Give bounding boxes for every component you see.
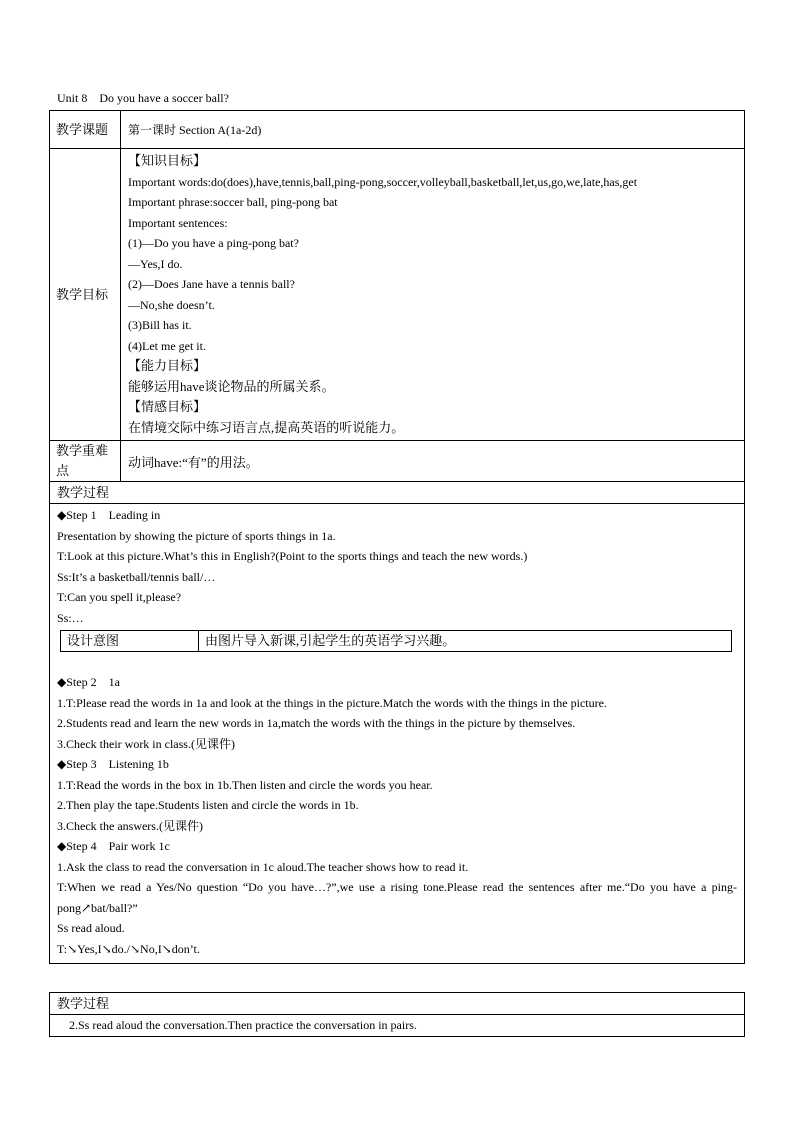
process-line: T:Look at this picture.What’s this in English?(Point to the sports things and teach the new words.) xyxy=(57,549,528,563)
process-title-row xyxy=(50,482,745,504)
objective-line: 在情境交际中练习语言点,提高英语的听说能力。 xyxy=(128,419,405,435)
objective-line: —Yes,I do. xyxy=(128,256,183,271)
key-points-row xyxy=(50,441,745,482)
topic-label: 教学课题 xyxy=(50,111,121,149)
topic-row xyxy=(50,111,745,149)
objective-line: (4)Let me get it. xyxy=(128,338,206,353)
process-line: 3.Check their work in class.(见课件) xyxy=(57,736,235,751)
objective-line: 【能力目标】 xyxy=(128,358,207,373)
document-title: Unit 8 Do you have a soccer ball? xyxy=(57,91,229,105)
design-intent-box xyxy=(60,630,732,652)
process-line: Ss read aloud. xyxy=(57,921,125,935)
objective-line: 【知识目标】 xyxy=(128,153,207,168)
objective-line: —No,she doesn’t. xyxy=(128,297,215,312)
objective-line: (2)—Does Jane have a tennis ball? xyxy=(128,277,295,291)
process-line: ◆Step 4 Pair work 1c xyxy=(57,839,170,853)
objective-line: (1)—Do you have a ping-pong bat? xyxy=(128,236,299,250)
process-line: 2.Then play the tape.Students listen and circle the words in 1b. xyxy=(57,798,359,812)
process-line: 2.Students read and learn the new words in 1a,match the words with the things in the picture by themselves. xyxy=(57,716,576,730)
design-intent-value: 由图片导入新课,引起学生的英语学习兴趣。 xyxy=(199,631,732,652)
process-line: 1.T:Read the words in the box in 1b.Then listen and circle the words you hear. xyxy=(57,777,433,792)
objectives-label: 教学目标 xyxy=(50,149,121,441)
objective-line: 【情感目标】 xyxy=(128,399,207,414)
lesson-plan-table xyxy=(49,110,745,964)
process-line: ◆Step 3 Listening 1b xyxy=(57,757,169,771)
process-line: 1.T:Please read the words in 1a and look at the things in the picture.Match the words with the things in the picture. xyxy=(57,695,607,710)
process-line: ◆Step 2 1a xyxy=(57,675,120,689)
process-line: 3.Check the answers.(见课件) xyxy=(57,818,203,833)
continuation-line: 2.Ss read aloud the conversation.Then practice the conversation in pairs. xyxy=(50,1015,745,1037)
process-line: T:Can you spell it,please? xyxy=(57,590,182,604)
process-line: T:When we read a Yes/No question “Do you have…?”,we use a rising tone.Please read the sentences after me.“Do you have a ping-pong↗bat/ball?” xyxy=(57,880,737,915)
process-line: 1.Ask the class to read the conversation in 1c aloud.The teacher shows how to read it. xyxy=(57,859,469,874)
process-line: Ss:It’s a basketball/tennis ball/… xyxy=(57,569,216,584)
key-points-label: 教学重难点 xyxy=(50,441,121,482)
objectives-content xyxy=(121,149,745,441)
process-line: Ss:… xyxy=(57,610,84,625)
topic-value: 第一课时 Section A(1a-2d) xyxy=(121,111,745,149)
key-points-value: 动词have:“有”的用法。 xyxy=(121,441,745,482)
process-title: 教学过程 xyxy=(50,482,745,504)
objective-line: (3)Bill has it. xyxy=(128,318,192,332)
process-line: T:↘Yes,I↘do./↘No,I↘don’t. xyxy=(57,941,200,956)
objective-line: Important phrase:soccer ball, ping-pong bat xyxy=(128,195,338,209)
objective-line: Important words:do(does),have,tennis,ball,ping-pong,soccer,volleyball,basketball,let,us,go,we,late,has,get xyxy=(128,174,638,189)
continuation-table xyxy=(49,992,745,1037)
process-content xyxy=(50,504,745,964)
objective-line: Important sentences: xyxy=(128,215,228,230)
process-line: ◆Step 1 Leading in xyxy=(57,508,161,522)
objectives-row xyxy=(50,149,745,441)
process-content-row xyxy=(50,504,745,964)
objective-line: 能够运用have谈论物品的所属关系。 xyxy=(128,378,335,394)
continuation-process-title: 教学过程 xyxy=(50,993,745,1015)
design-intent-label: 设计意图 xyxy=(61,631,199,652)
process-line: Presentation by showing the picture of sports things in 1a. xyxy=(57,528,336,543)
